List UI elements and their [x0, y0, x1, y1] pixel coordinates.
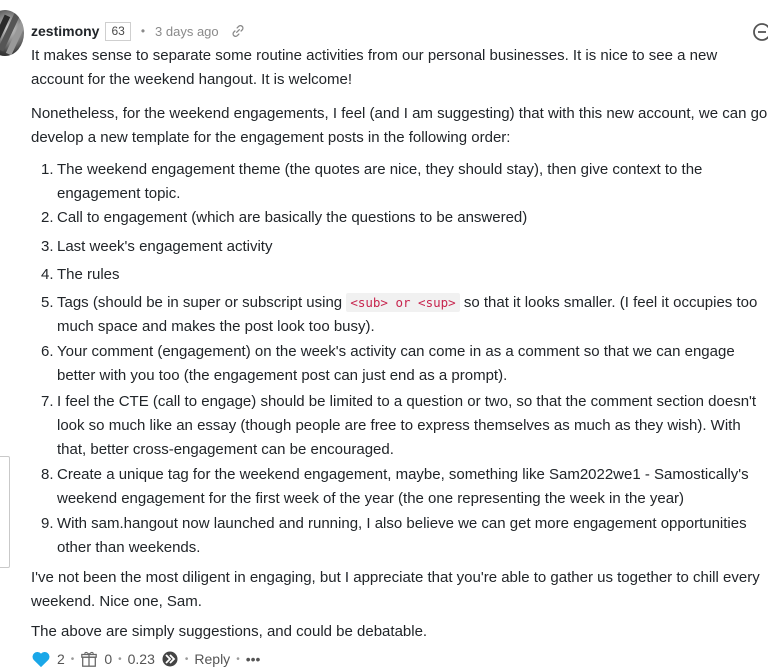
gift-count: 0: [104, 651, 113, 667]
list-item-text: Last week's engagement activity: [57, 238, 273, 255]
list-number: 4.: [41, 266, 54, 283]
comment-header: [31, 20, 245, 42]
separator-dot: •: [236, 653, 240, 665]
list-item-text: Create a unique tag for the weekend engagement, maybe, something like Sam2022we1 - Samostically's weekend engagement for the first week of the year (the one representing the week in the year): [57, 466, 749, 507]
timestamp[interactable]: 3 days ago: [155, 23, 219, 39]
separator-dot: •: [184, 653, 189, 665]
inline-code: <sub> or <sup>: [346, 293, 459, 312]
paragraph: Nonetheless, for the weekend engagements, I feel (and I am suggesting) that with this new account, we can go develop a new template for the engagement posts in the following order:: [31, 105, 768, 146]
list-item-text: I feel the CTE (call to engage) should be limited to a question or two, so that the comment section doesn't look so much like an essay (though people are free to express themselves as much as they wish). With that, better cross-engagement can be encouraged.: [57, 393, 757, 458]
comment-footer: [31, 648, 260, 669]
separator-dot: •: [140, 24, 146, 38]
list-item-text: The weekend engagement theme (the quotes are nice, they should stay), then give context to the engagement topic.: [57, 161, 703, 202]
list-number: 2.: [41, 209, 54, 226]
paragraph: It makes sense to separate some routine activities from our personal businesses. It is nice to see a new account for the weekend hangout. It is welcome!: [31, 47, 718, 88]
payout-value[interactable]: 0.23: [127, 651, 155, 667]
list-number: 9.: [41, 515, 54, 532]
avatar[interactable]: [0, 10, 24, 56]
list-item-text: The rules: [57, 266, 120, 283]
gift-icon[interactable]: [80, 650, 98, 668]
heart-icon[interactable]: [31, 650, 51, 668]
more-options-button[interactable]: •••: [245, 651, 261, 667]
list-number: 5.: [41, 294, 54, 311]
vote-count[interactable]: 2: [57, 651, 65, 667]
separator-dot: •: [118, 653, 122, 665]
list-item-text: Call to engagement (which are basically the questions to be answered): [57, 209, 528, 226]
list-number: 1.: [41, 161, 54, 178]
paragraph: I've not been the most diligent in engaging, but I appreciate that you're able to gather us together to chill every weekend. Nice one, Sam.: [31, 569, 760, 610]
reputation-badge: 63: [105, 22, 130, 41]
payout-chevrons-icon[interactable]: [161, 651, 179, 667]
list-item-text: Your comment (engagement) on the week's activity can come in as a comment so that we can engage better with you too (the engagement post can just end as a prompt).: [57, 343, 735, 384]
list-number: 7.: [41, 393, 54, 410]
list-item-text: Tags (should be in super or subscript using <sub> or <sup> so that it looks smaller. (I feel it occupies too much space and makes the post look too busy).: [57, 294, 758, 335]
list-number: 8.: [41, 466, 54, 483]
list-number: 3.: [41, 238, 54, 255]
link-icon[interactable]: [219, 24, 245, 38]
paragraph: The above are simply suggestions, and could be debatable.: [31, 623, 428, 640]
list-number: 6.: [41, 343, 54, 360]
separator-dot: •: [70, 653, 75, 665]
author-name[interactable]: zestimony: [31, 23, 100, 39]
list-item-text: With sam.hangout now launched and running, I also believe we can get more engagement opportunities other than weekends.: [57, 515, 747, 556]
reply-button[interactable]: Reply: [194, 651, 231, 667]
thread-line: [0, 456, 10, 568]
